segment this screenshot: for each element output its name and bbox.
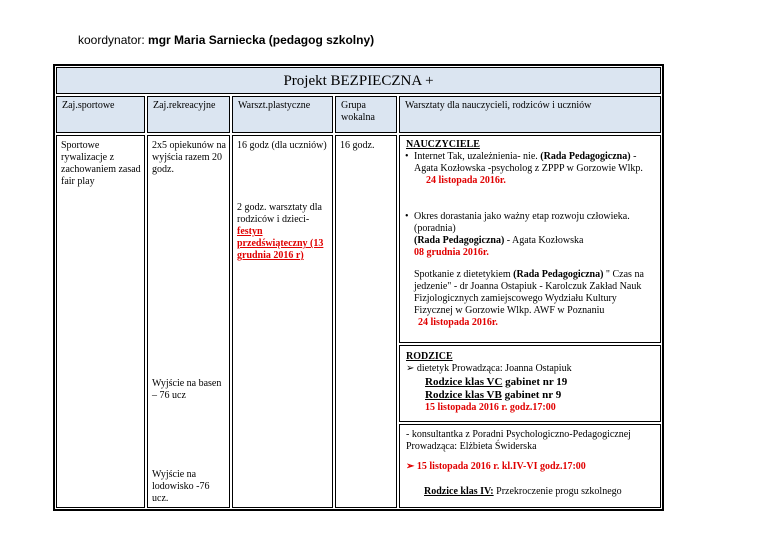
- p3-date-line: [406, 461, 656, 473]
- col-vocal: [335, 135, 397, 508]
- item2-text: Okres dorastania jako ważny etap rozwoju człowieka. (poradnia): [414, 211, 630, 234]
- header-vocal: Grupa wokalna: [335, 96, 397, 133]
- recreation-text-1: 2x5 opiekunów na wyjścia razem 20 godz.: [152, 140, 226, 175]
- recreation-text-2: Wyjście na basen – 76 ucz: [152, 378, 222, 401]
- p3-date: 15 listopada 2016 r. kl.IV-VI godz.17:00: [416, 461, 586, 472]
- item1-board: (Rada Pedagogiczna): [540, 151, 631, 162]
- coordinator-label: koordynator:: [78, 33, 145, 47]
- p3-line: [424, 486, 660, 498]
- col-sport: [56, 135, 145, 508]
- col-art: [232, 135, 333, 508]
- header-recreation: Zaj.rekreacyjne: [147, 96, 230, 133]
- item1-date: 24 listopada 2016r.: [426, 175, 506, 186]
- coordinator-name: mgr Maria Sarniecka (pedagog szkolny): [148, 33, 375, 47]
- p1-vb: Rodzice klas VB: [425, 389, 502, 401]
- art-text-3: festyn przedświąteczny (13 grudnia 2016 r): [237, 226, 324, 261]
- recreation-text-3: Wyjście na lodowisko -76 ucz.: [152, 469, 210, 504]
- parents-title: RODZICE: [406, 351, 453, 362]
- p3-text: Przekroczenie progu szkolnego: [493, 486, 622, 497]
- item2-date: 08 grudnia 2016r.: [414, 247, 489, 258]
- teachers-item-2: [405, 211, 650, 259]
- project-title: Projekt BEZPIECZNA +: [56, 67, 661, 94]
- p2-text: - konsultantka z Poradni Psychologiczno-Pedagogicznej Prowadząca: Elżbieta Świderska: [406, 429, 631, 452]
- item1-text: Internet Tak, uzależnienia- nie.: [414, 151, 541, 162]
- parents-item-1: [406, 363, 656, 375]
- p1-vb-room: gabinet nr 9: [501, 389, 562, 401]
- p3-label: Rodzice klas IV:: [424, 486, 494, 497]
- sport-text: Sportowe rywalizacje z zachowaniem zasad fair play: [61, 140, 141, 187]
- item3-date: 24 listopada 2016r.: [418, 317, 498, 328]
- p1-vc-line: [425, 376, 567, 388]
- item2-board: (Rada Pedagogiczna): [414, 235, 505, 246]
- arrow-bullet-icon: ➢: [406, 461, 415, 472]
- p1-text: dietetyk Prowadząca: Joanna Ostapiuk: [416, 363, 572, 374]
- art-text-1: 16 godz (dla uczniów): [237, 140, 327, 151]
- coordinator-line: [78, 33, 374, 47]
- header-workshops: Warsztaty dla nauczycieli, rodziców i uczniów: [399, 96, 661, 133]
- bullet-icon: •: [405, 211, 409, 222]
- p1-vc: Rodzice klas VC: [425, 376, 503, 388]
- header-sport: Zaj.sportowe: [56, 96, 145, 133]
- teachers-box: [399, 135, 661, 343]
- item3-board: (Rada Pedagogiczna): [513, 269, 604, 280]
- teachers-title: NAUCZYCIELE: [406, 139, 480, 150]
- p1-vb-line: [425, 389, 561, 401]
- item2-speaker: - Agata Kozłowska: [504, 235, 584, 246]
- item3-text: Spotkanie z dietetykiem: [414, 269, 514, 280]
- arrow-bullet-icon: ➢: [406, 363, 415, 374]
- teachers-item-3: [414, 269, 646, 329]
- header-art: Warszt.plastyczne: [232, 96, 333, 133]
- parents-box-2: [399, 424, 661, 508]
- p1-vc-room: gabinet nr 19: [502, 376, 568, 388]
- bullet-icon: •: [405, 151, 409, 162]
- item3-desc: " Czas na jedzenie" - dr Joanna Ostapiuk - Karolczuk Zakład Nauk Fizjologicznych zamiejscowego Wydziału Kultury Fizycznej w Gorzowie Wlkp. AWF w Poznaniu: [414, 269, 644, 316]
- parents-box: [399, 345, 661, 422]
- teachers-item-1: [405, 151, 650, 187]
- p1-date: 15 listopada 2016 r. godz.17:00: [425, 402, 556, 413]
- art-text-2: 2 godz. warsztaty dla rodziców i dzieci-: [237, 202, 322, 225]
- col-recreation: [147, 135, 230, 508]
- item1-speaker: - Agata Kozłowska -psycholog z ZPPP w Gorzowie Wlkp.: [414, 151, 643, 174]
- vocal-text: 16 godz.: [340, 140, 375, 151]
